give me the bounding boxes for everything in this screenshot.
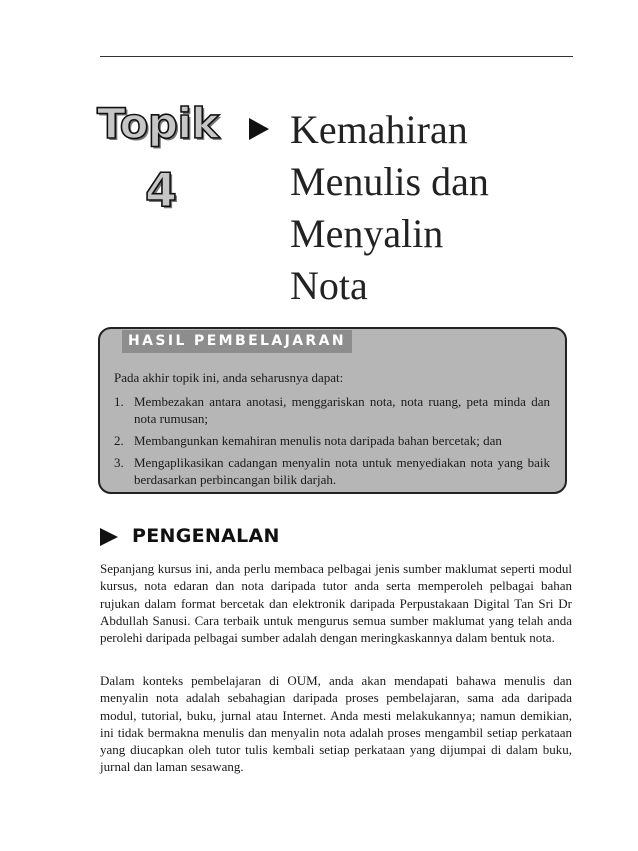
triangle-right-icon [249,118,269,140]
list-item-number: 3. [114,455,124,470]
triangle-right-icon [100,528,118,546]
paragraph: Dalam konteks pembelajaran di OUM, anda akan mendapati bahawa menulis dan menyalin nota adalah sebahagian daripada proses pembelajaran, sama ada daripada modul, tutorial, buku, jurnal atau Internet. Anda mesti melakukannya; namun demikian, ini tidak bermakna menulis dan menyalin nota adalah proses mengambil setiap perkataan yang diucapkan oleh tutor tulis kembali setiap perkataan yang dijumpai di dalam buku, jurnal dan laman sesawang. [100,673,572,775]
title-line: Kemahiran [290,107,468,152]
list-item-text: Membezakan antara anotasi, menggariskan nota, nota ruang, peta minda dan nota rumusan; [134,394,550,426]
title-line: Menulis dan [290,159,489,204]
paragraph: Sepanjang kursus ini, anda perlu membaca pelbagai jenis sumber maklumat seperti modul kursus, nota edaran dan nota daripada tutor anda serta memperoleh pelbagai bahan rujukan dalam format bercetak dan elektronik daripada Perpustakaan Digital Tan Sri Dr Abdullah Sanusi. Cara terbaik untuk mengurus semua sumber maklumat yang telah anda perolehi daripada pelbagai sumber adalah dengan meringkaskannya dalam bentuk nota. [100,561,572,646]
topic-label: Topik [97,99,219,148]
list-item [114,454,550,488]
title-line: Menyalin [290,211,444,256]
learning-outcomes-list [114,393,550,493]
list-item-text: Membangunkan kemahiran menulis nota daripada bahan bercetak; dan [134,433,502,448]
topic-title [290,104,590,312]
title-line: Nota [290,263,368,308]
topic-number: 4 [145,163,178,217]
header-rule [100,56,573,57]
list-item-number: 2. [114,433,124,448]
list-item-number: 1. [114,394,124,409]
section-heading: PENGENALAN [132,525,280,547]
list-item-text: Mengaplikasikan cadangan menyalin nota untuk menyediakan nota yang baik berdasarkan perbincangan bilik darjah. [134,455,550,487]
learning-outcomes-heading: HASIL PEMBELAJARAN [122,330,352,353]
list-item [114,393,550,427]
learning-outcomes-intro: Pada akhir topik ini, anda seharusnya dapat: [114,370,344,385]
list-item [114,432,550,449]
